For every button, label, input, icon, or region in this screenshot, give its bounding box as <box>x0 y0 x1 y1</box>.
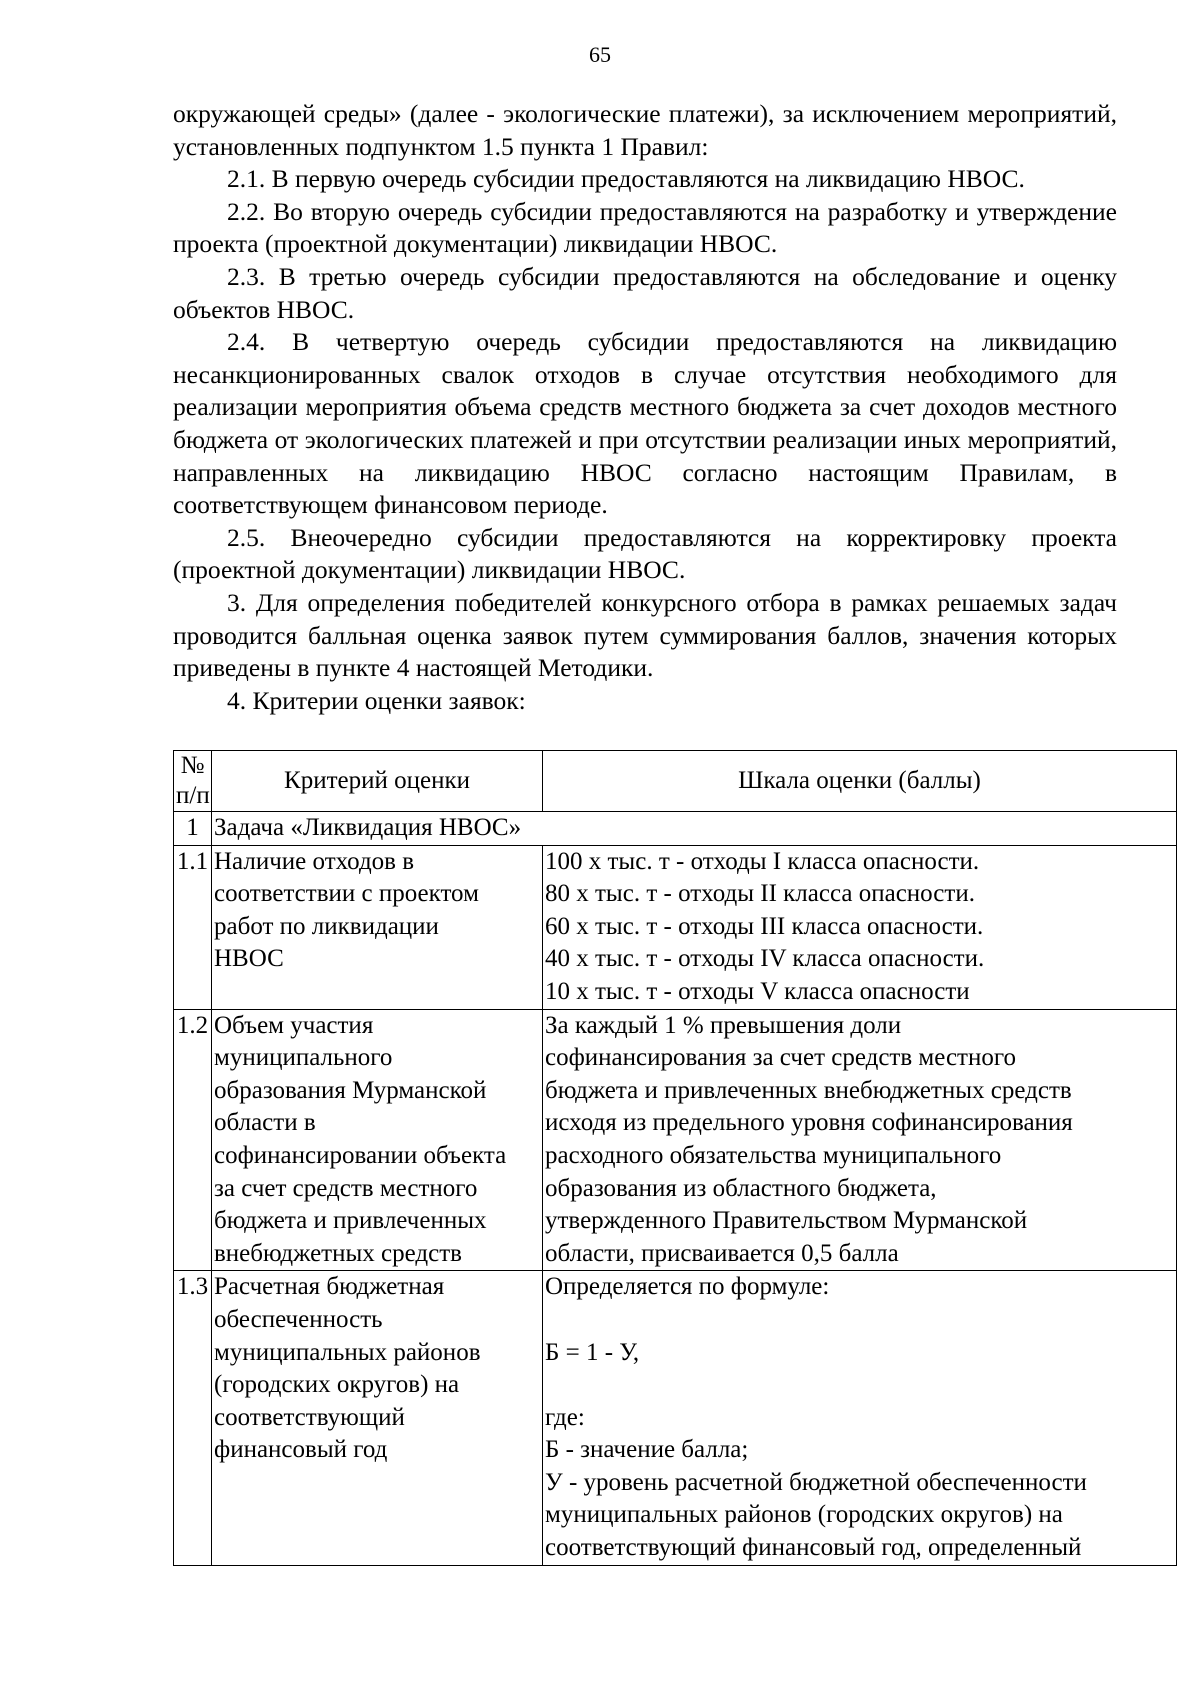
criterion-line: (городских округов) на <box>214 1371 460 1399</box>
scale-line: У - уровень расчетной бюджетной обеспеченности <box>545 1468 1087 1496</box>
scale-line: Определяется по формуле: <box>545 1273 830 1301</box>
scale-line: бюджета и привлеченных внебюджетных средств <box>545 1076 1072 1104</box>
task-title: Задача «Ликвидация НВОС» <box>212 812 1177 846</box>
criterion-line: обеспеченность <box>214 1305 383 1333</box>
criterion-line: Наличие отходов в <box>214 847 415 875</box>
row-number: 1.1 <box>174 845 212 1009</box>
criterion-line: соответствии с проектом <box>214 880 479 908</box>
paragraph: окружающей среды» (далее - экологические платежи), за исключением мероприятий, установленных подпунктом 1.5 пункта 1 Правил: <box>173 99 1117 161</box>
scale-cell <box>543 1009 1177 1271</box>
paragraph: 2.2. Во вторую очередь субсидии предоставляются на разработку и утверждение проекта (проектной документации) ликвидации НВОС. <box>173 196 1117 259</box>
scale-line: исходя из предельного уровня софинансирования <box>545 1109 1073 1137</box>
criterion-line: муниципального <box>214 1044 393 1072</box>
criterion-line: бюджета и привлеченных <box>214 1207 487 1235</box>
scale-line: Б - значение балла; <box>545 1436 749 1464</box>
criterion-line: соответствующий <box>214 1403 405 1431</box>
scale-line: муниципальных районов (городских округов) на <box>545 1501 1063 1529</box>
scale-line: 60 х тыс. т - отходы III класса опасности. <box>545 912 984 940</box>
criterion-line: образования Мурманской <box>214 1076 487 1104</box>
criterion-line: НВОС <box>214 945 284 973</box>
scale-line: области, присваивается 0,5 балла <box>545 1239 899 1267</box>
header-number-line1: № <box>180 752 205 779</box>
page-number: 65 <box>589 42 611 67</box>
paragraph: 2.1. В первую очередь субсидии предоставляются на ликвидацию НВОС. <box>227 164 1025 194</box>
paragraph: 4. Критерии оценки заявок: <box>227 685 526 715</box>
table-row <box>174 1009 1177 1271</box>
scale-line: соответствующий финансовый год, определенный <box>545 1534 1082 1562</box>
criterion-cell <box>212 1009 543 1271</box>
criterion-line: Расчетная бюджетная <box>214 1273 445 1301</box>
table-row <box>174 1271 1177 1565</box>
criterion-line: муниципальных районов <box>214 1338 481 1366</box>
scale-line: Б = 1 - У, <box>545 1338 640 1366</box>
table-header-row <box>174 751 1177 812</box>
task-row <box>174 812 1177 846</box>
row-number: 1.2 <box>174 1009 212 1271</box>
paragraph: 2.3. В третью очередь субсидии предоставляются на обследование и оценку объектов НВОС. <box>173 261 1117 324</box>
paragraph: 3. Для определения победителей конкурсного отбора в рамках решаемых задач проводится балльная оценка заявок путем суммирования баллов, значения которых приведены в пункте 4 настоящей Методики. <box>173 587 1117 683</box>
scale-line: где: <box>545 1403 585 1431</box>
scale-line: утвержденного Правительством Мурманской <box>545 1207 1028 1235</box>
scale-line: образования из областного бюджета, <box>545 1174 937 1202</box>
row-number: 1.3 <box>174 1271 212 1565</box>
criterion-line: за счет средств местного <box>214 1174 478 1202</box>
criterion-cell <box>212 845 543 1009</box>
criterion-line: области в <box>214 1109 316 1137</box>
header-number <box>174 751 212 812</box>
scale-line: расходного обязательства муниципального <box>545 1141 1002 1169</box>
criterion-line: Объем участия <box>214 1011 374 1039</box>
task-number: 1 <box>174 812 212 846</box>
criterion-line: софинансировании объекта <box>214 1141 507 1169</box>
paragraph: 2.4. В четвертую очередь субсидии предоставляются на ликвидацию несанкционированных свалок отходов в случае отсутствия необходимого для реализации мероприятия объема средств местного бюджета за счет доходов местного бюджета от экологических платежей и при отсутствии реализации иных мероприятий, направленных на ликвидацию НВОС согласно настоящим Правилам, в соответствующем финансовом периоде. <box>173 327 1117 520</box>
header-number-line2: п/п <box>176 782 210 809</box>
header-scale: Шкала оценки (баллы) <box>543 751 1177 812</box>
header-criterion: Критерий оценки <box>212 751 543 812</box>
body-text <box>173 98 1117 717</box>
criterion-line: финансовый год <box>214 1436 388 1464</box>
scale-line: За каждый 1 % превышения доли <box>545 1011 902 1039</box>
paragraph: 2.5. Внеочередно субсидии предоставляются на корректировку проекта (проектной документации) ликвидации НВОС. <box>173 522 1117 585</box>
criterion-line: внебюджетных средств <box>214 1239 462 1267</box>
criteria-table <box>173 750 1177 1566</box>
scale-cell <box>543 1271 1177 1565</box>
scale-line: 80 х тыс. т - отходы II класса опасности. <box>545 880 975 908</box>
blank-line <box>545 1304 1174 1337</box>
scale-line: 40 х тыс. т - отходы IV класса опасности. <box>545 945 985 973</box>
criterion-line: работ по ликвидации <box>214 912 439 940</box>
criterion-cell <box>212 1271 543 1565</box>
scale-line: 10 х тыс. т - отходы V класса опасности <box>545 977 970 1005</box>
scale-line: софинансирования за счет средств местного <box>545 1044 1016 1072</box>
blank-line <box>545 1369 1174 1402</box>
table-row <box>174 845 1177 1009</box>
scale-cell <box>543 845 1177 1009</box>
scale-line: 100 х тыс. т - отходы I класса опасности. <box>545 847 980 875</box>
